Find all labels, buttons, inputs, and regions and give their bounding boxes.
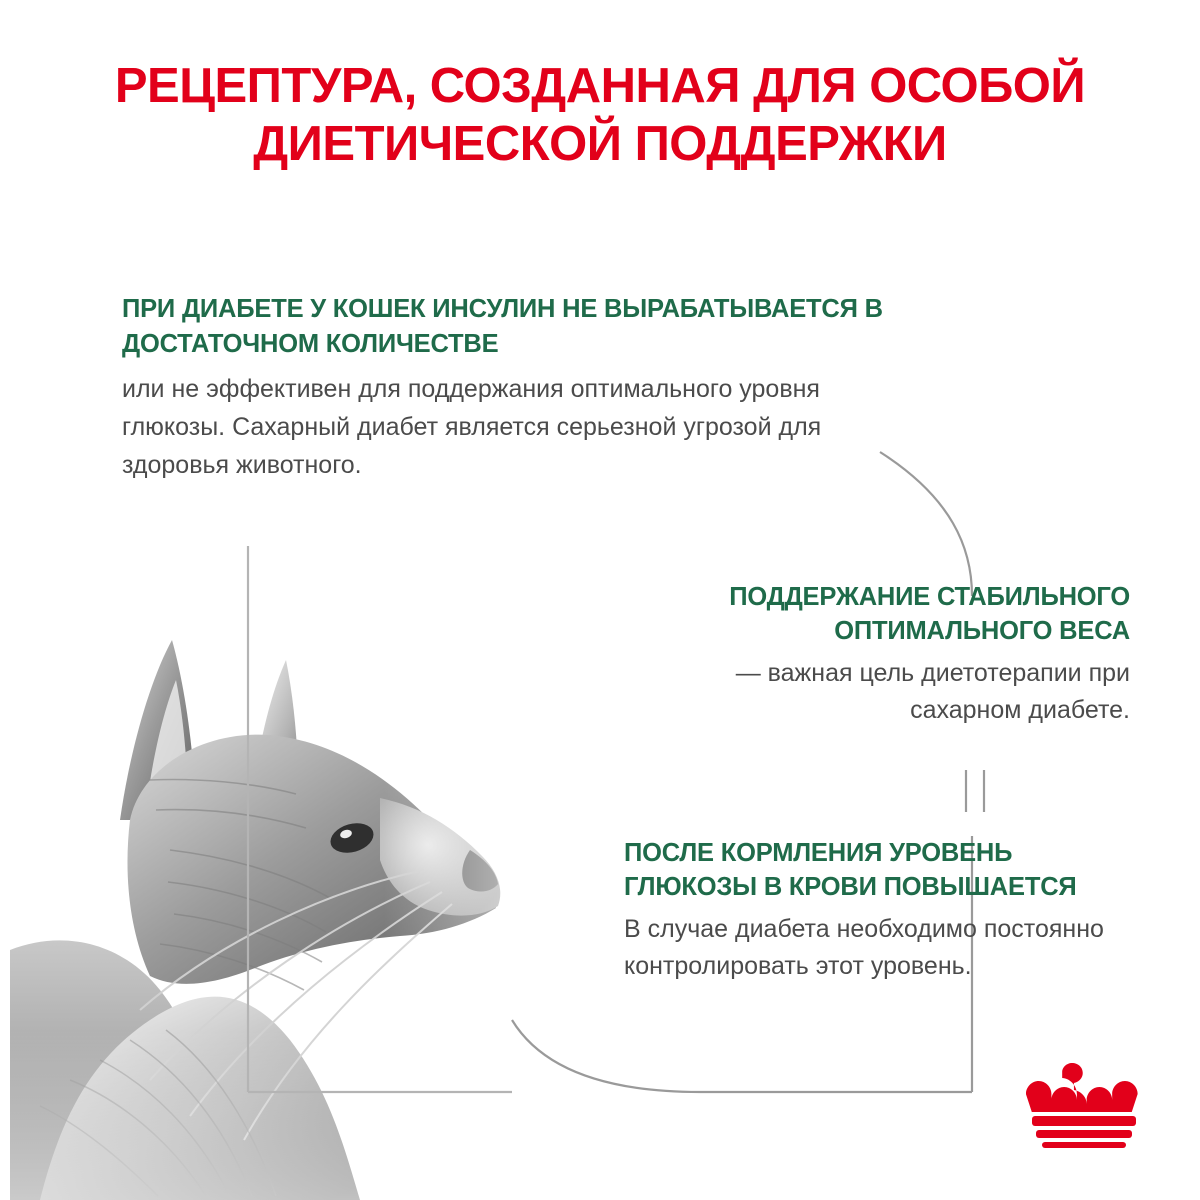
benefit-heading-weight: ПОДДЕРЖАНИЕ СТАБИЛЬНОГО ОПТИМАЛЬНОГО ВЕСА: [729, 583, 1130, 646]
royal-canin-crown-logo: [1026, 1060, 1142, 1152]
page-title: [60, 58, 1140, 174]
cat-photo: [0, 520, 640, 1200]
benefit-body-weight: — важная цель диетотерапии при сахарном диабете.: [735, 658, 1130, 725]
intro-heading: ПРИ ДИАБЕТЕ У КОШЕК ИНСУЛИН НЕ ВЫРАБАТЫВАЕТСЯ В ДОСТАТОЧНОМ КОЛИЧЕСТВЕ: [122, 295, 883, 359]
page-title-line-2: ДИЕТИЧЕСКОЙ ПОДДЕРЖКИ: [253, 116, 947, 171]
benefit-body-glucose: В случае диабета необходимо постоянно контролировать этот уровень.: [624, 914, 1104, 981]
benefit-heading-glucose: ПОСЛЕ КОРМЛЕНИЯ УРОВЕНЬ ГЛЮКОЗЫ В КРОВИ ПОВЫШАЕТСЯ: [624, 839, 1077, 902]
intro-block: [122, 292, 922, 484]
benefit-block-glucose: [624, 836, 1130, 986]
intro-body: или не эффективен для поддержания оптимального уровня глюкозы. Сахарный диабет является серьезной угрозой для здоровья животного.: [122, 375, 822, 480]
benefit-block-weight: [624, 580, 1130, 730]
page-title-line-1: РЕЦЕПТУРА, СОЗДАННАЯ ДЛЯ ОСОБОЙ: [114, 59, 1086, 113]
